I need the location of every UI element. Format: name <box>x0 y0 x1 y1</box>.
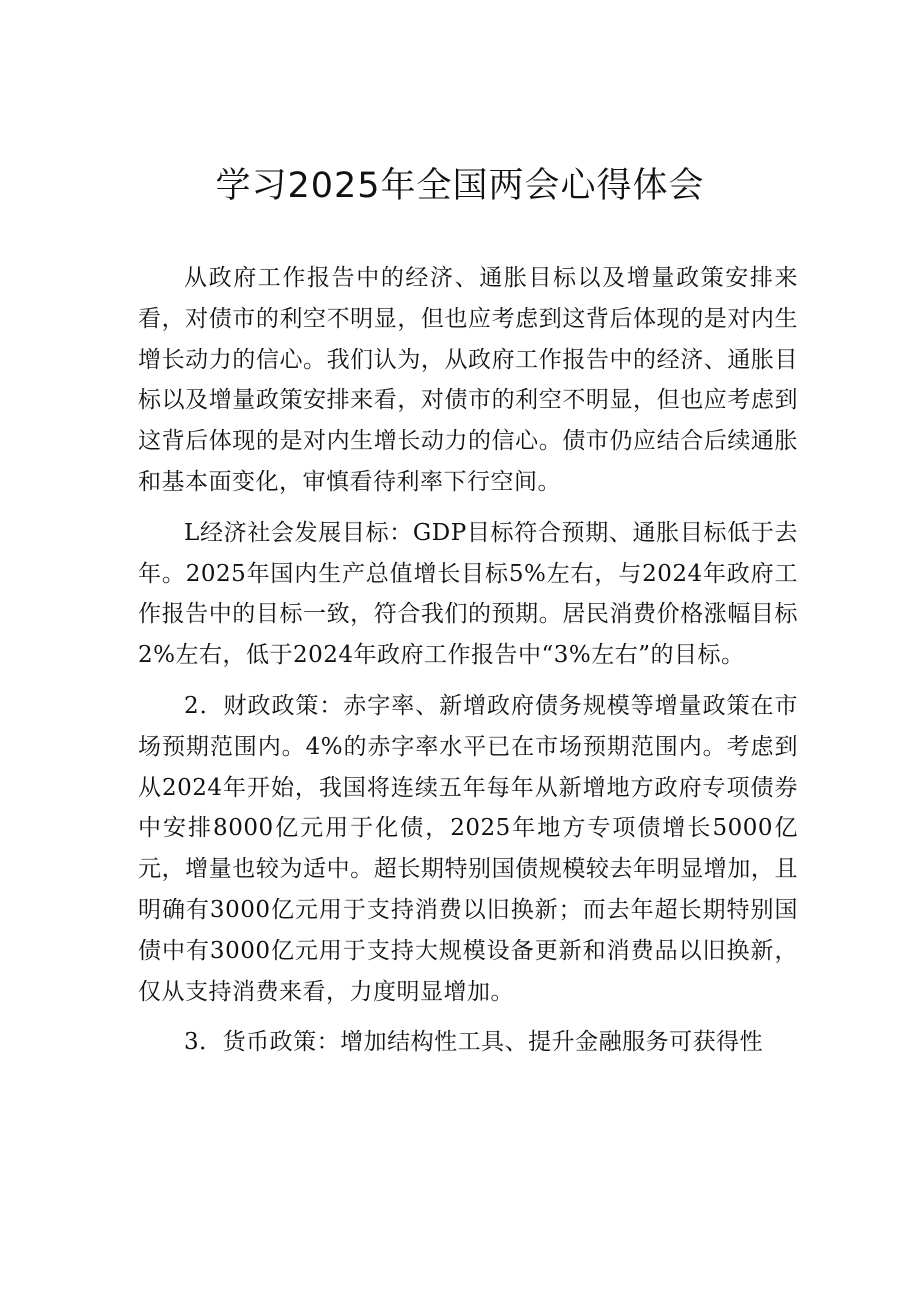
paragraph-economic-targets: L经济社会发展目标：GDP目标符合预期、通胀目标低于去年。2025年国内生产总值增长目标5%左右，与2024年政府工作报告中的目标一致，符合我们的预期。居民消费价格涨幅目标2%左右，低于2024年政府工作报告中“3%左右”的目标。 <box>138 519 798 669</box>
paragraph-monetary-policy: 3．货币政策：增加结构性工具、提升金融服务可获得性 <box>184 1029 764 1056</box>
document-body <box>138 258 798 1073</box>
document-title: 学习2025年全国两会心得体会 <box>215 166 705 206</box>
paragraph-intro: 从政府工作报告中的经济、通胀目标以及增量政策安排来看，对债市的利空不明显，但也应考虑到这背后体现的是对内生增长动力的信心。我们认为，从政府工作报告中的经济、通胀目标以及增量政策安排来看，对债市的利空不明显，但也应考虑到这背后体现的是对内生增长动力的信心。债市仍应结合后续通胀和基本面变化，审慎看待利率下行空间。 <box>138 265 798 495</box>
paragraph-fiscal-policy: 2．财政政策：赤字率、新增政府债务规模等增量政策在市场预期范围内。4%的赤字率水平已在市场预期范围内。考虑到从2024年开始，我国将连续五年每年从新增地方政府专项债券中安排8000亿元用于化债，2025年地方专项债增长5000亿元，增量也较为适中。超长期特别国债规模较去年明显增加，且明确有3000亿元用于支持消费以旧换新；而去年超长期特别国债中有3000亿元用于支持大规模设备更新和消费品以旧换新，仅从支持消费来看，力度明显增加。 <box>138 692 798 1005</box>
